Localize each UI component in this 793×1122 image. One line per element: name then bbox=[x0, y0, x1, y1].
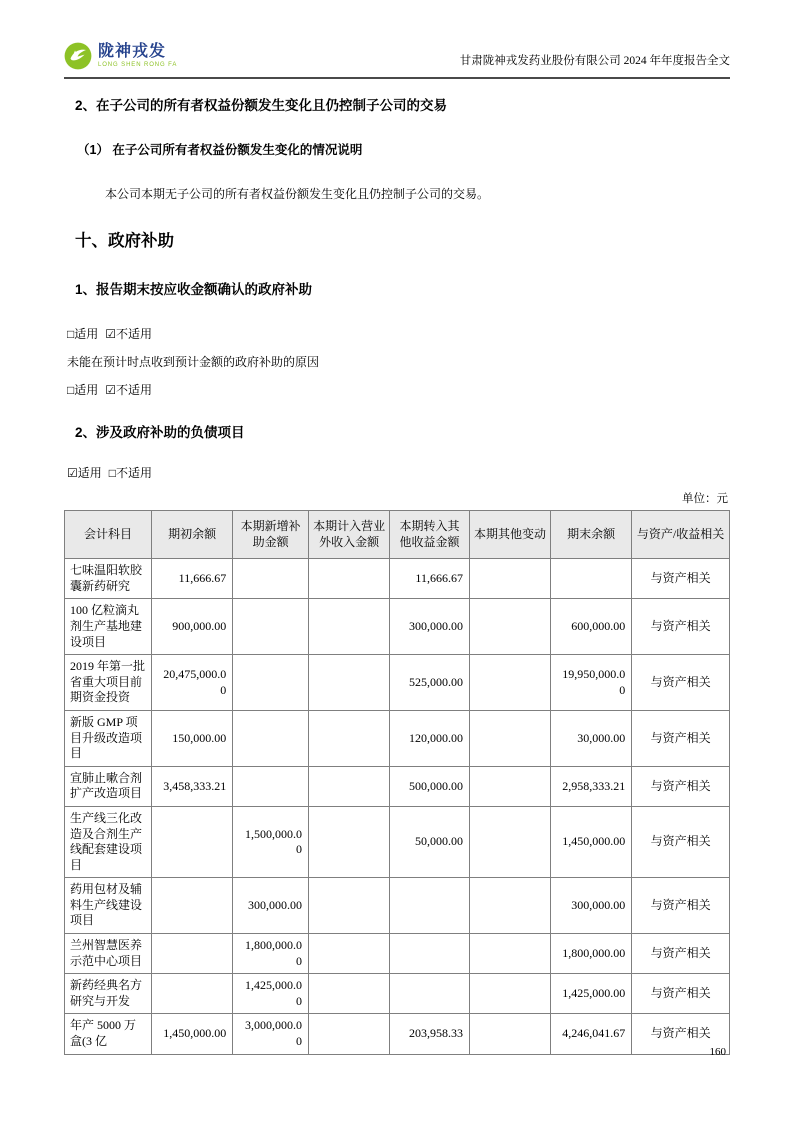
table-cell bbox=[309, 599, 390, 655]
page-number: 160 bbox=[709, 1046, 726, 1058]
table-cell: 与资产相关 bbox=[632, 934, 730, 974]
table-cell bbox=[390, 934, 470, 974]
account-item-cell: 生产线三化改造及合剂生产线配套建设项目 bbox=[65, 806, 152, 877]
table-cell: 600,000.00 bbox=[551, 599, 632, 655]
company-logo-icon bbox=[64, 42, 92, 70]
account-item-cell: 年产 5000 万盒(3 亿 bbox=[65, 1014, 152, 1054]
table-cell: 与资产相关 bbox=[632, 878, 730, 934]
applicability-line-3 bbox=[67, 464, 730, 481]
heading-government-subsidies: 十、政府补助 bbox=[75, 232, 174, 250]
account-item-cell: 兰州智慧医养示范中心项目 bbox=[65, 934, 152, 974]
table-header-cell: 期初余额 bbox=[152, 511, 233, 559]
table-row bbox=[65, 559, 730, 599]
table-cell: 900,000.00 bbox=[152, 599, 233, 655]
table-cell: 2,958,333.21 bbox=[551, 766, 632, 806]
heading-subsidiary-equity-transactions: 2、在子公司的所有者权益份额发生变化且仍控制子公司的交易 bbox=[75, 98, 448, 113]
table-cell bbox=[309, 655, 390, 711]
table-cell bbox=[233, 559, 309, 599]
table-cell bbox=[469, 974, 550, 1014]
checkbox-checked-icon: ☑ bbox=[67, 466, 78, 480]
table-header-row bbox=[65, 511, 730, 559]
table-cell: 20,475,000.00 bbox=[152, 655, 233, 711]
table-row bbox=[65, 710, 730, 766]
table-cell: 1,450,000.00 bbox=[551, 806, 632, 877]
table-cell: 与资产相关 bbox=[632, 766, 730, 806]
table-cell bbox=[390, 878, 470, 934]
table-cell bbox=[309, 1014, 390, 1054]
account-item-cell: 新药经典名方研究与开发 bbox=[65, 974, 152, 1014]
table-row bbox=[65, 878, 730, 934]
table-cell: 与资产相关 bbox=[632, 806, 730, 877]
table-cell bbox=[469, 559, 550, 599]
table-cell bbox=[309, 974, 390, 1014]
checkbox-unchecked-icon: □ bbox=[67, 383, 75, 397]
not-apply-label: 不适用 bbox=[116, 383, 153, 397]
table-header-cell: 本期转入其他收益金额 bbox=[390, 511, 470, 559]
table-cell: 203,958.33 bbox=[390, 1014, 470, 1054]
table-header-row bbox=[65, 511, 730, 559]
checkbox-checked-icon: ☑ bbox=[105, 327, 117, 341]
apply-label: 适用 bbox=[74, 327, 99, 341]
table-cell bbox=[152, 934, 233, 974]
table-cell: 11,666.67 bbox=[390, 559, 470, 599]
table-cell: 150,000.00 bbox=[152, 710, 233, 766]
table-cell bbox=[233, 710, 309, 766]
table-cell bbox=[309, 766, 390, 806]
account-item-cell: 药用包材及辅料生产线建设项目 bbox=[65, 878, 152, 934]
table-cell: 1,425,000.00 bbox=[551, 974, 632, 1014]
logo-en-text: LONG SHEN RONG FA bbox=[98, 62, 178, 68]
table-cell bbox=[551, 559, 632, 599]
account-item-cell: 宣肺止嗽合剂扩产改造项目 bbox=[65, 766, 152, 806]
table-cell bbox=[469, 766, 550, 806]
heading-equity-change-note: （1） 在子公司所有者权益份额发生变化的情况说明 bbox=[77, 143, 363, 157]
table-cell bbox=[469, 878, 550, 934]
applicability-line-2 bbox=[67, 381, 730, 398]
applicability-line-1 bbox=[67, 325, 730, 342]
table-row bbox=[65, 806, 730, 877]
table-cell: 与资产相关 bbox=[632, 974, 730, 1014]
table-header-cell: 本期其他变动 bbox=[469, 511, 550, 559]
table-cell: 50,000.00 bbox=[390, 806, 470, 877]
table-header-cell: 与资产/收益相关 bbox=[632, 511, 730, 559]
table-cell bbox=[469, 934, 550, 974]
logo-cn-text: 陇神戎发 bbox=[98, 43, 167, 60]
table-cell: 与资产相关 bbox=[632, 599, 730, 655]
account-item-cell: 七味温阳软胶囊新药研究 bbox=[65, 559, 152, 599]
table-row bbox=[65, 599, 730, 655]
table-cell bbox=[469, 655, 550, 711]
table-cell bbox=[233, 766, 309, 806]
subsidy-table bbox=[64, 510, 730, 1055]
table-row bbox=[65, 1014, 730, 1054]
table-cell: 19,950,000.00 bbox=[551, 655, 632, 711]
table-cell: 300,000.00 bbox=[551, 878, 632, 934]
table-cell bbox=[233, 599, 309, 655]
heading-subsidies-confirmed-receivable: 1、报告期末按应收金额确认的政府补助 bbox=[75, 282, 313, 297]
table-cell: 1,800,000.00 bbox=[551, 934, 632, 974]
account-item-cell: 新版 GMP 项目升级改造项目 bbox=[65, 710, 152, 766]
table-cell: 3,000,000.00 bbox=[233, 1014, 309, 1054]
table-body bbox=[65, 559, 730, 1054]
checkbox-checked-icon: ☑ bbox=[105, 383, 117, 397]
table-cell bbox=[469, 1014, 550, 1054]
table-cell: 3,458,333.21 bbox=[152, 766, 233, 806]
company-logo bbox=[64, 42, 177, 70]
document-header bbox=[64, 42, 730, 79]
table-cell: 1,450,000.00 bbox=[152, 1014, 233, 1054]
table-cell bbox=[309, 934, 390, 974]
not-apply-label: 不适用 bbox=[116, 466, 153, 480]
checkbox-unchecked-icon: □ bbox=[108, 466, 117, 480]
table-row bbox=[65, 655, 730, 711]
table-cell bbox=[390, 974, 470, 1014]
equity-change-statement: 本公司本期无子公司的所有者权益份额发生变化且仍控制子公司的交易。 bbox=[105, 187, 490, 201]
table-cell: 与资产相关 bbox=[632, 655, 730, 711]
checkbox-unchecked-icon: □ bbox=[67, 327, 75, 341]
table-header-cell: 会计科目 bbox=[65, 511, 152, 559]
table-cell bbox=[469, 806, 550, 877]
table-cell: 4,246,041.67 bbox=[551, 1014, 632, 1054]
table-header-cell: 本期新增补助金额 bbox=[233, 511, 309, 559]
table-cell: 与资产相关 bbox=[632, 1014, 730, 1054]
subsidy-delay-reason-label: 未能在预计时点收到预计金额的政府补助的原因 bbox=[67, 355, 320, 369]
table-cell: 1,425,000.00 bbox=[233, 974, 309, 1014]
table-cell: 300,000.00 bbox=[390, 599, 470, 655]
table-row bbox=[65, 974, 730, 1014]
apply-label: 适用 bbox=[74, 383, 99, 397]
table-row bbox=[65, 934, 730, 974]
table-cell: 1,800,000.00 bbox=[233, 934, 309, 974]
apply-label: 适用 bbox=[77, 466, 102, 480]
table-row bbox=[65, 766, 730, 806]
table-cell bbox=[309, 710, 390, 766]
table-cell bbox=[309, 878, 390, 934]
table-cell bbox=[309, 559, 390, 599]
table-header-cell: 期末余额 bbox=[551, 511, 632, 559]
table-cell: 与资产相关 bbox=[632, 559, 730, 599]
table-cell bbox=[152, 878, 233, 934]
not-apply-label: 不适用 bbox=[116, 327, 153, 341]
account-item-cell: 100 亿粒滴丸剂生产基地建设项目 bbox=[65, 599, 152, 655]
table-cell bbox=[309, 806, 390, 877]
table-cell bbox=[469, 599, 550, 655]
table-header-cell: 本期计入营业外收入金额 bbox=[309, 511, 390, 559]
document-title: 甘肃陇神戎发药业股份有限公司 2024 年年度报告全文 bbox=[459, 55, 730, 67]
table-cell: 11,666.67 bbox=[152, 559, 233, 599]
table-cell: 300,000.00 bbox=[233, 878, 309, 934]
table-cell: 与资产相关 bbox=[632, 710, 730, 766]
table-cell: 525,000.00 bbox=[390, 655, 470, 711]
table-cell: 500,000.00 bbox=[390, 766, 470, 806]
account-item-cell: 2019 年第一批省重大项目前期资金投资 bbox=[65, 655, 152, 711]
table-cell bbox=[233, 655, 309, 711]
heading-subsidy-liability-items: 2、涉及政府补助的负债项目 bbox=[75, 425, 245, 440]
unit-label: 单位：元 bbox=[682, 493, 728, 505]
table-cell: 120,000.00 bbox=[390, 710, 470, 766]
table-cell: 1,500,000.00 bbox=[233, 806, 309, 877]
table-cell bbox=[469, 710, 550, 766]
table-cell bbox=[152, 806, 233, 877]
table-cell bbox=[152, 974, 233, 1014]
table-cell: 30,000.00 bbox=[551, 710, 632, 766]
